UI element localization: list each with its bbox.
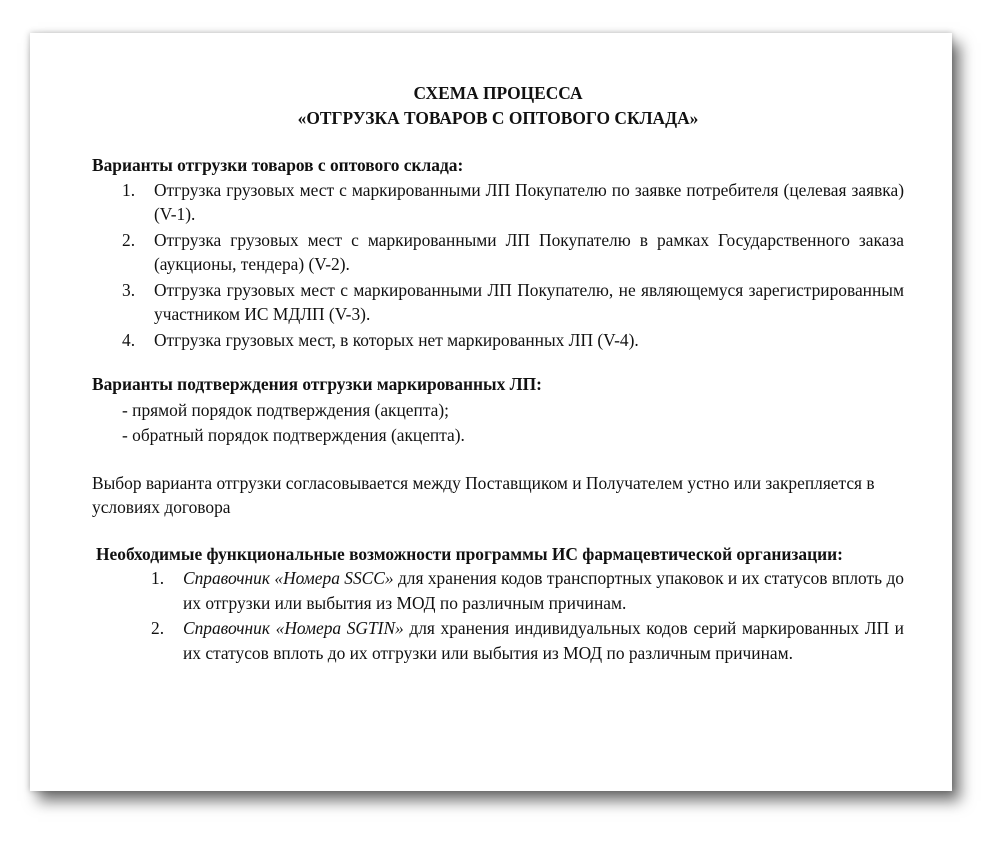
dash-item: - прямой порядок подтверждения (акцепта);	[122, 399, 449, 420]
list-item-number: 3.	[122, 279, 136, 300]
list-item-text: Отгрузка грузовых мест, в которых нет маркированных ЛП (V-4).	[154, 329, 639, 350]
list-item-text: Отгрузка грузовых мест с маркированными ЛП Покупателю в рамках Государственного заказа (аукционы, тендера) (V-2).	[154, 229, 904, 274]
reference-name: Справочник «Номера SGTIN»	[183, 618, 404, 638]
list-item-number: 4.	[122, 329, 136, 350]
document-page	[30, 33, 952, 791]
title-line-2: «ОТГРУЗКА ТОВАРОВ С ОПТОВОГО СКЛАДА»	[297, 108, 699, 128]
agreement-paragraph: Выбор варианта отгрузки согласовывается между Поставщиком и Получателем устно или закрепляется в условиях договора	[92, 472, 875, 517]
reference-name: Справочник «Номера SSCC»	[183, 568, 394, 588]
list-item-number: 1.	[151, 568, 165, 588]
list-item-text: Отгрузка грузовых мест с маркированными ЛП Покупателю, не являющемуся зарегистрированным участником ИС МДЛП (V-3).	[154, 279, 904, 324]
list-item	[92, 328, 904, 353]
list-item	[92, 178, 904, 227]
list-item-number: 2.	[122, 229, 136, 250]
dash-item: - обратный порядок подтверждения (акцепта).	[122, 425, 465, 445]
list-item	[92, 228, 904, 277]
list-item-number: 2.	[151, 618, 165, 638]
shipment-variants-heading: Варианты отгрузки товаров с оптового склада:	[92, 155, 464, 175]
document-title	[92, 81, 904, 131]
list-item	[92, 616, 904, 665]
confirmation-variants-section	[92, 372, 904, 448]
required-features-section	[92, 542, 904, 666]
list-item-text: для хранения индивидуальных кодов серий маркированных ЛП и их статусов вплоть до их отгрузки или выбытия из МОД по различным причинам.	[183, 618, 904, 663]
document-content	[92, 81, 904, 666]
list-item-text: Отгрузка грузовых мест с маркированными ЛП Покупателю по заявке потребителя (целевая заявка) (V-1).	[154, 179, 904, 224]
required-features-heading: Необходимые функциональные возможности программы ИС фармацевтической организации:	[96, 543, 843, 564]
shipment-variants-list	[92, 178, 904, 353]
confirmation-variants-heading: Варианты подтверждения отгрузки маркированных ЛП:	[92, 374, 542, 394]
list-item-number: 1.	[122, 179, 136, 200]
list-item	[92, 566, 904, 615]
shipment-variants-section	[92, 153, 904, 352]
list-item-text: для хранения кодов транспортных упаковок и их статусов вплоть до их отгрузки или выбытия из МОД по различным причинам.	[183, 568, 904, 613]
list-item	[92, 278, 904, 327]
title-line-1: СХЕМА ПРОЦЕССА	[413, 83, 583, 103]
required-features-list	[92, 566, 904, 665]
